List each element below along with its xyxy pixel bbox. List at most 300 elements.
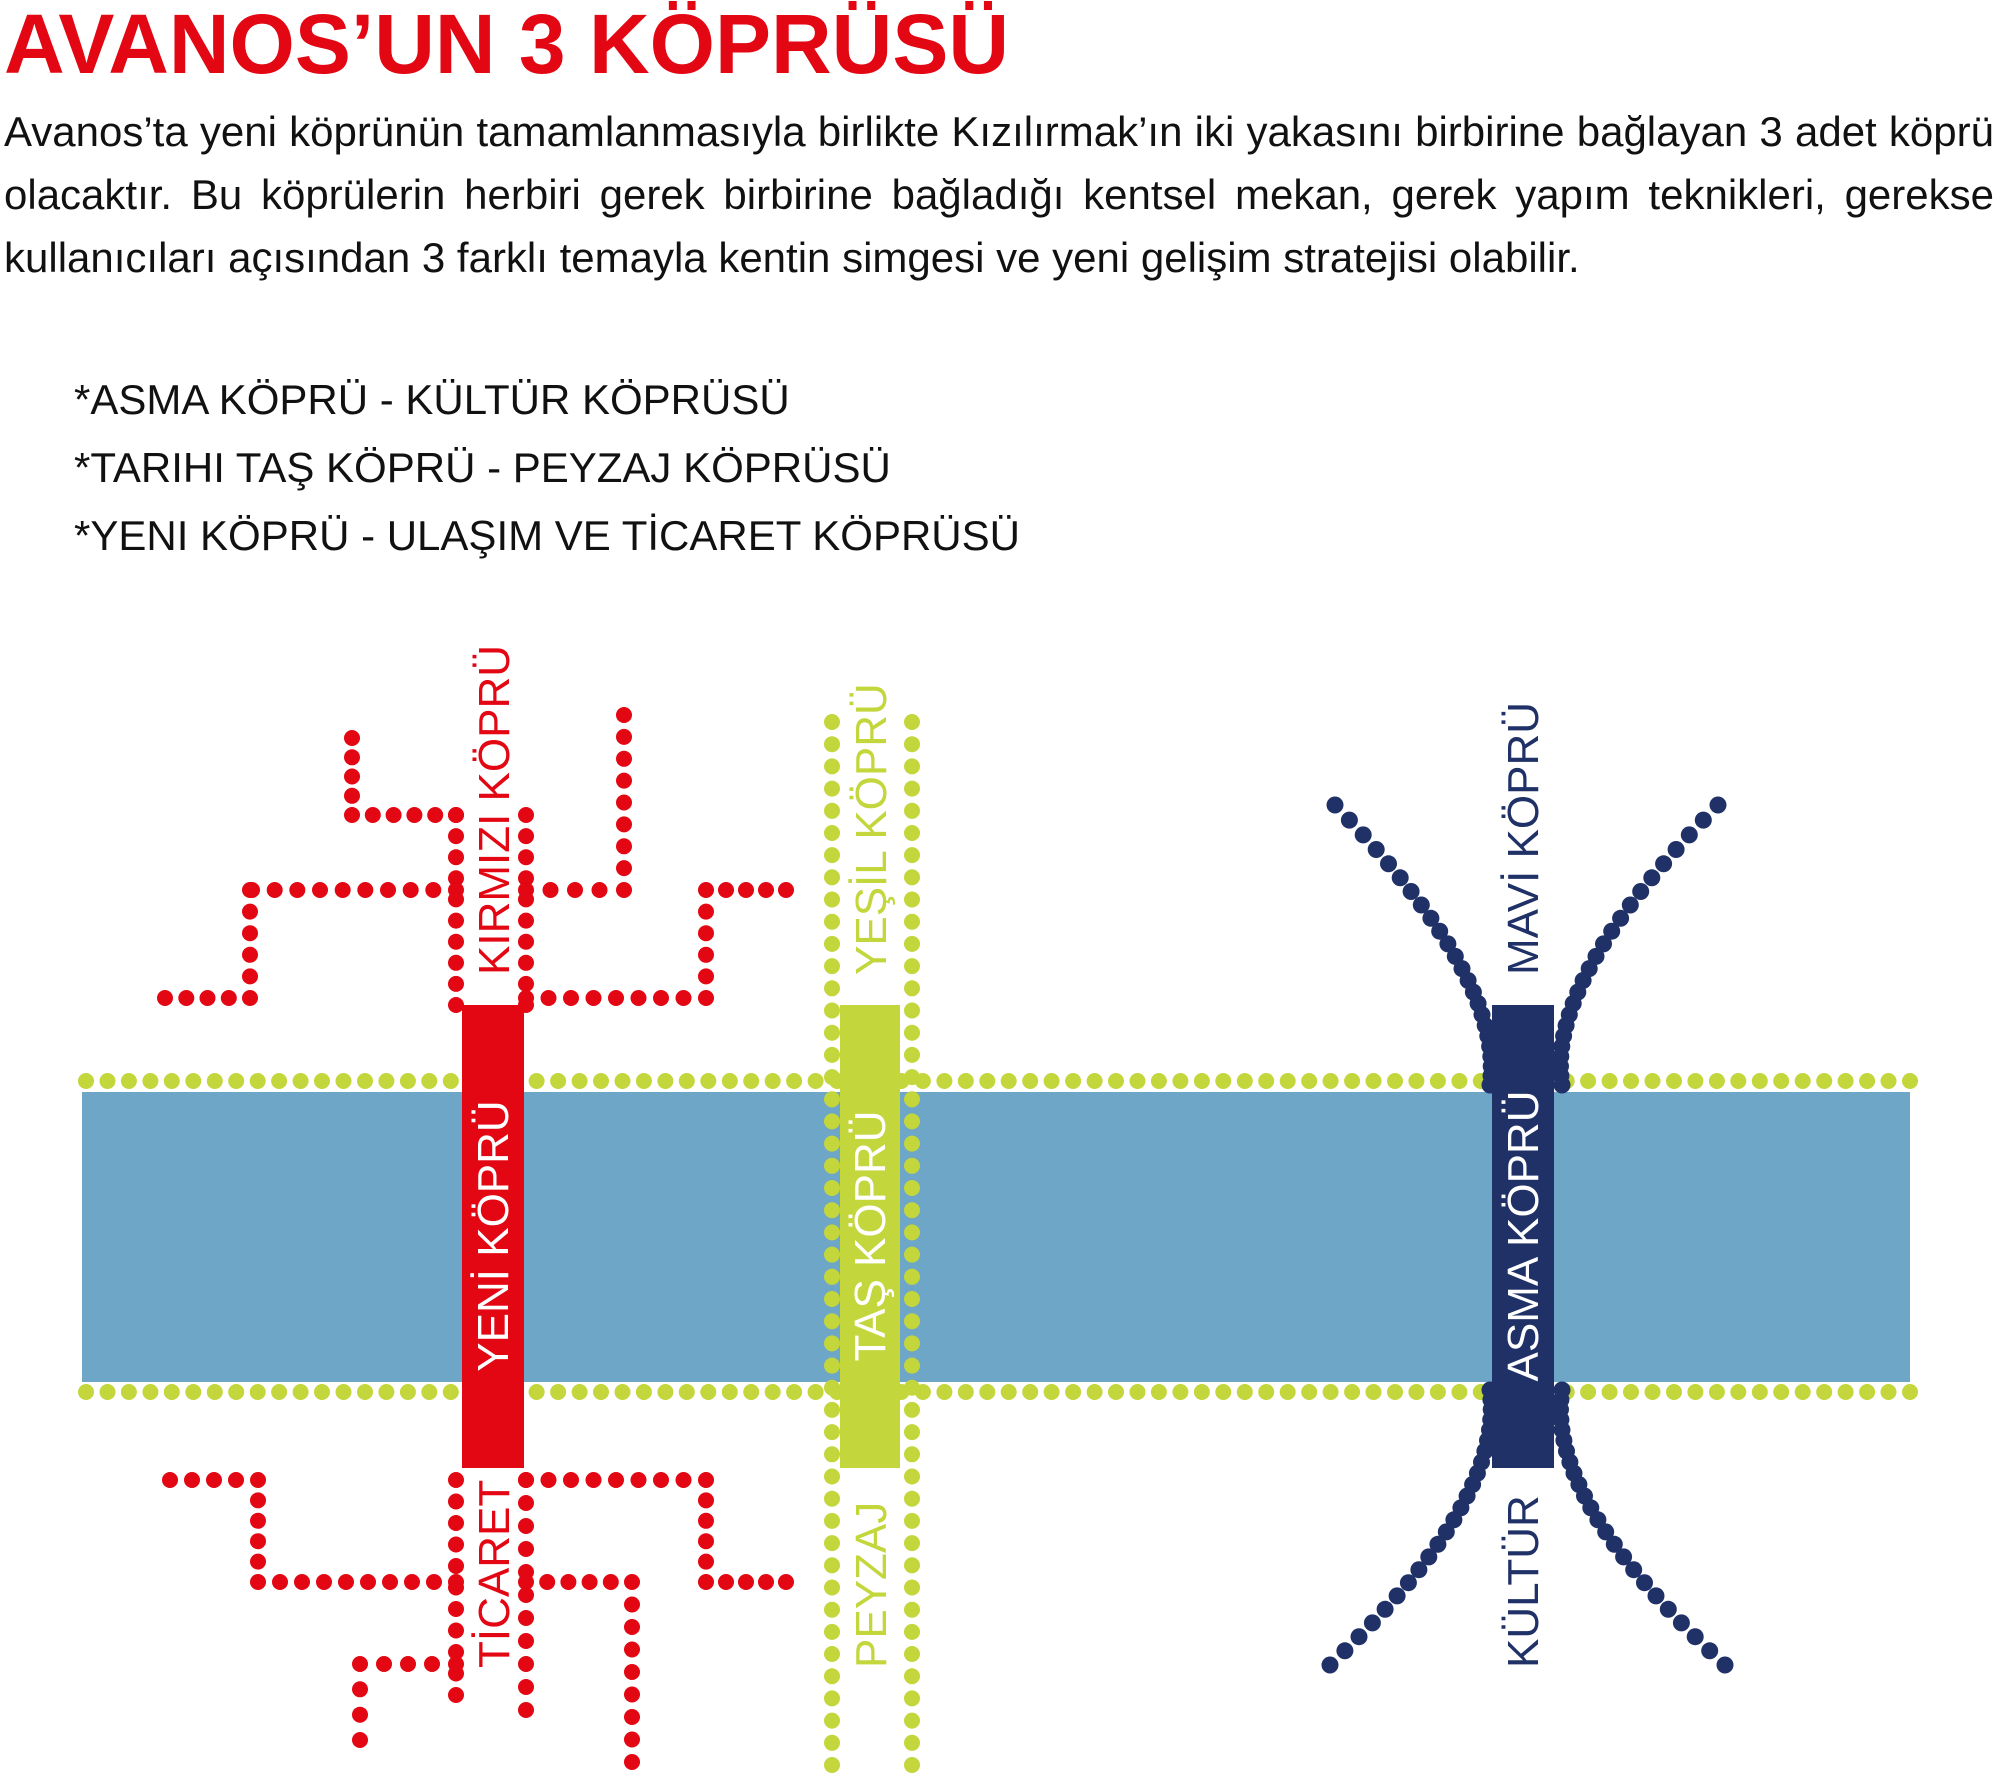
river-bank-dot — [1451, 1073, 1467, 1089]
river-bank-dot — [142, 1073, 158, 1089]
green-path-dot — [824, 1247, 840, 1263]
river-bank-dot — [1087, 1073, 1103, 1089]
green-path-dot — [824, 803, 840, 819]
blue-cable-dot — [1701, 1642, 1718, 1659]
red-path-dot — [448, 1687, 464, 1703]
river-bank-dot — [228, 1384, 244, 1400]
blue-cable-dot — [1554, 1077, 1571, 1094]
river-bank-dot — [1816, 1384, 1832, 1400]
green-path-dot — [904, 1113, 920, 1129]
green-path-dot — [824, 869, 840, 885]
river-bank-dot — [958, 1384, 974, 1400]
river-bank-dot — [121, 1384, 137, 1400]
red-path-dot — [344, 788, 360, 804]
river-bank-dot — [1795, 1073, 1811, 1089]
green-path-dot — [904, 1069, 920, 1085]
river-bank-dot — [185, 1384, 201, 1400]
green-path-dot — [904, 1180, 920, 1196]
blue-cable-dot — [1380, 855, 1397, 872]
red-path-dot — [539, 1574, 555, 1590]
red-path-dot — [698, 1472, 714, 1488]
river-bank-dot — [1752, 1384, 1768, 1400]
river-bank-dot — [1881, 1384, 1897, 1400]
green-path-dot — [904, 1091, 920, 1107]
blue-cable-dot — [1403, 883, 1420, 900]
blue-cable-dot — [1687, 1628, 1704, 1645]
green-path-dot — [824, 1535, 840, 1551]
river-bank-dot — [1087, 1384, 1103, 1400]
yeni-kopru-label: YENİ KÖPRÜ — [469, 1100, 518, 1372]
red-path-dot — [242, 947, 258, 963]
blue-cable-dot — [1625, 1561, 1642, 1578]
green-path-dot — [904, 825, 920, 841]
red-path-dot — [518, 976, 534, 992]
river-bank-dot — [1215, 1073, 1231, 1089]
red-path-dot — [242, 904, 258, 920]
intro-paragraph: Avanos’ta yeni köprünün tamamlanmasıyla birlikte Kızılırmak’ın iki yakasını birbirine bağlayan 3 adet köprü olacaktır. Bu köprülerin herbiri gerek birbirine bağladığı kentsel mekan, gerek yapım teknikleri, gerekse kullanıcıları açısından 3 farklı temayla kentin simgesi ve yeni gelişim stratejisi olabilir. — [4, 108, 1994, 281]
blue-cable-dot — [1336, 1642, 1353, 1659]
red-path-dot — [250, 1533, 266, 1549]
river-bank-dot — [1151, 1384, 1167, 1400]
red-path-dot — [608, 1472, 624, 1488]
red-path-dot — [698, 1574, 714, 1590]
river-bank-dot — [1001, 1384, 1017, 1400]
red-path-dot — [518, 807, 534, 823]
blue-cable-dot — [1655, 855, 1672, 872]
red-path-dot — [344, 730, 360, 746]
green-path-dot — [904, 1580, 920, 1596]
river-bank-dot — [679, 1384, 695, 1400]
river-bank-dot — [1795, 1384, 1811, 1400]
red-path-dot — [518, 1633, 534, 1649]
green-path-dot — [904, 980, 920, 996]
red-path-dot — [448, 1558, 464, 1574]
green-path-dot — [904, 1690, 920, 1706]
river-bank-dot — [1602, 1073, 1618, 1089]
green-path-dot — [824, 1624, 840, 1640]
river — [82, 1092, 1910, 1382]
river-bank-dot — [357, 1384, 373, 1400]
red-path-dot — [382, 1574, 398, 1590]
river-bank-dot — [1172, 1073, 1188, 1089]
green-path-dot — [904, 736, 920, 752]
red-path-dot — [778, 882, 794, 898]
river-bank-dot — [271, 1384, 287, 1400]
green-path-dot — [904, 1713, 920, 1729]
river-bank-dot — [1838, 1073, 1854, 1089]
red-path-dot — [586, 990, 602, 1006]
green-path-dot — [904, 1380, 920, 1396]
green-path-dot — [904, 958, 920, 974]
red-path-dot — [624, 1642, 640, 1658]
river-bank-dot — [1044, 1384, 1060, 1400]
kirmizi-kopru-label: KIRMIZI KÖPRÜ — [470, 644, 519, 975]
red-path-dot — [616, 838, 632, 854]
green-path-dot — [904, 1158, 920, 1174]
green-path-dot — [824, 1690, 840, 1706]
red-path-dot — [586, 1472, 602, 1488]
river-bank-dot — [1151, 1073, 1167, 1089]
green-path-dot — [824, 736, 840, 752]
green-path-dot — [824, 1446, 840, 1462]
blue-cable-dot — [1364, 1614, 1381, 1631]
red-path-dot — [448, 1623, 464, 1639]
green-path-dot — [904, 1136, 920, 1152]
red-path-dot — [698, 947, 714, 963]
river-bank-dot — [1194, 1384, 1210, 1400]
river-bank-dot — [121, 1073, 137, 1089]
red-path-dot — [272, 1574, 288, 1590]
river-bank-dot — [1366, 1384, 1382, 1400]
river-bank-dot — [743, 1384, 759, 1400]
blue-cable-dot — [1710, 797, 1727, 814]
red-path-dot — [698, 968, 714, 984]
blue-cable-dot — [1717, 1657, 1734, 1674]
river-bank-dot — [314, 1073, 330, 1089]
river-bank-dot — [250, 1073, 266, 1089]
river-bank-dot — [1215, 1384, 1231, 1400]
blue-cable-dot — [1695, 812, 1712, 829]
river-bank-dot — [207, 1073, 223, 1089]
asma-kopru-label: ASMA KÖPRÜ — [1499, 1090, 1548, 1382]
river-bank-dot — [1838, 1384, 1854, 1400]
red-path-dot — [676, 1472, 692, 1488]
red-path-dot — [718, 1574, 734, 1590]
red-path-dot — [560, 1574, 576, 1590]
red-path-dot — [250, 1574, 266, 1590]
green-path-dot — [904, 1668, 920, 1684]
green-path-dot — [824, 1469, 840, 1485]
blue-cable-dot — [1355, 826, 1372, 843]
river-bank-dot — [1902, 1384, 1918, 1400]
red-path-dot — [242, 925, 258, 941]
river-bank-dot — [636, 1384, 652, 1400]
red-path-dot — [616, 816, 632, 832]
river-bank-dot — [743, 1073, 759, 1089]
river-bank-dot — [1859, 1384, 1875, 1400]
red-path-dot — [698, 1533, 714, 1549]
green-path-dot — [824, 1091, 840, 1107]
red-path-dot — [386, 807, 402, 823]
red-path-dot — [518, 955, 534, 971]
green-path-dot — [824, 1136, 840, 1152]
green-path-dot — [904, 1202, 920, 1218]
river-bank-dot — [1580, 1073, 1596, 1089]
green-path-dot — [904, 1047, 920, 1063]
river-bank-dot — [1387, 1073, 1403, 1089]
green-path-dot — [904, 1757, 920, 1773]
river-bank-dot — [164, 1073, 180, 1089]
river-bank-dot — [185, 1073, 201, 1089]
river-bank-dot — [1258, 1384, 1274, 1400]
red-path-dot — [360, 1574, 376, 1590]
red-path-dot — [178, 990, 194, 1006]
river-bank-dot — [293, 1384, 309, 1400]
red-path-dot — [448, 913, 464, 929]
yesil-kopru-label: YEŞİL KÖPRÜ — [847, 683, 896, 975]
red-path-dot — [718, 882, 734, 898]
list-item-tas: *TARIHI TAŞ KÖPRÜ - PEYZAJ KÖPRÜSÜ — [74, 444, 891, 491]
red-path-dot — [357, 882, 373, 898]
river-bank-dot — [1730, 1384, 1746, 1400]
red-path-dot — [616, 729, 632, 745]
green-path-dot — [824, 825, 840, 841]
red-path-dot — [698, 925, 714, 941]
red-path-dot — [758, 882, 774, 898]
green-path-dot — [904, 936, 920, 952]
river-bank-dot — [1387, 1384, 1403, 1400]
red-path-dot — [403, 882, 419, 898]
red-path-dot — [289, 882, 305, 898]
red-path-dot — [653, 990, 669, 1006]
green-path-dot — [904, 1224, 920, 1240]
red-path-dot — [228, 1472, 244, 1488]
mavi-kopru-label: MAVİ KÖPRÜ — [1499, 701, 1548, 975]
red-path-dot — [758, 1574, 774, 1590]
red-path-dot — [352, 1732, 368, 1748]
river-bank-dot — [1408, 1073, 1424, 1089]
river-bank-dot — [936, 1073, 952, 1089]
river-bank-dot — [1430, 1384, 1446, 1400]
river-bank-dot — [400, 1073, 416, 1089]
red-path-dot — [312, 882, 328, 898]
river-bank-dot — [1194, 1073, 1210, 1089]
river-bank-dot — [1001, 1073, 1017, 1089]
river-bank-dot — [1108, 1073, 1124, 1089]
blue-cable-dot — [1377, 1601, 1394, 1618]
red-path-dot — [738, 1574, 754, 1590]
green-path-dot — [824, 1269, 840, 1285]
red-path-dot — [352, 1681, 368, 1697]
river-bank-dot — [572, 1384, 588, 1400]
green-path-dot — [824, 1113, 840, 1129]
red-path-dot — [448, 1601, 464, 1617]
green-path-dot — [824, 1513, 840, 1529]
river-bank-dot — [1044, 1073, 1060, 1089]
river-bank-dot — [722, 1073, 738, 1089]
green-path-dot — [904, 1247, 920, 1263]
red-path-dot — [518, 1495, 534, 1511]
green-path-dot — [824, 1003, 840, 1019]
river-bank-dot — [1687, 1384, 1703, 1400]
green-path-dot — [824, 1358, 840, 1374]
river-bank-dot — [615, 1384, 631, 1400]
green-path-dot — [904, 1269, 920, 1285]
river-bank-dot — [593, 1384, 609, 1400]
red-path-dot — [541, 990, 557, 1006]
green-path-dot — [904, 847, 920, 863]
river-bank-dot — [572, 1073, 588, 1089]
red-path-dot — [448, 1494, 464, 1510]
river-bank-dot — [1065, 1073, 1081, 1089]
red-path-dot — [448, 997, 464, 1013]
red-path-dot — [698, 990, 714, 1006]
red-path-dot — [380, 882, 396, 898]
red-path-dot — [624, 1754, 640, 1770]
green-path-dot — [824, 1291, 840, 1307]
red-path-dot — [242, 990, 258, 1006]
green-path-dot — [824, 1202, 840, 1218]
green-path-dot — [824, 914, 840, 930]
blue-cable-dot — [1389, 1587, 1406, 1604]
green-path-dot — [824, 1025, 840, 1041]
red-path-dot — [448, 828, 464, 844]
river-bank-dot — [1752, 1073, 1768, 1089]
red-path-dot — [592, 882, 608, 898]
red-path-dot — [563, 1472, 579, 1488]
river-bank-dot — [808, 1384, 824, 1400]
red-path-dot — [162, 1472, 178, 1488]
river-bank-dot — [765, 1073, 781, 1089]
red-path-dot — [778, 1574, 794, 1590]
river-bank-dot — [443, 1073, 459, 1089]
red-path-dot — [250, 1513, 266, 1529]
green-path-dot — [824, 1580, 840, 1596]
river-bank-dot — [314, 1384, 330, 1400]
green-path-dot — [904, 758, 920, 774]
river-bank-dot — [207, 1384, 223, 1400]
red-path-dot — [698, 1492, 714, 1508]
green-path-dot — [904, 1291, 920, 1307]
red-path-dot — [335, 882, 351, 898]
green-path-dot — [904, 1424, 920, 1440]
green-path-dot — [904, 1003, 920, 1019]
river-bank-dot — [357, 1073, 373, 1089]
red-path-dot — [541, 1472, 557, 1488]
green-path-dot — [904, 1735, 920, 1751]
red-path-dot — [518, 990, 534, 1006]
red-path-dot — [518, 1541, 534, 1557]
blue-cable-dot — [1327, 797, 1344, 814]
river-bank-dot — [1816, 1073, 1832, 1089]
red-path-dot — [344, 807, 360, 823]
red-path-dot — [267, 882, 283, 898]
river-bank-dot — [657, 1384, 673, 1400]
blue-cable-dot — [1400, 1574, 1417, 1591]
red-path-dot — [518, 882, 534, 898]
river-bank-dot — [1408, 1384, 1424, 1400]
river-bank-dot — [1130, 1073, 1146, 1089]
red-path-dot — [400, 1656, 416, 1672]
red-path-dot — [200, 990, 216, 1006]
red-path-dot — [242, 968, 258, 984]
red-path-dot — [543, 882, 559, 898]
river-bank-dot — [1344, 1384, 1360, 1400]
red-path-dot — [448, 1515, 464, 1531]
red-path-dot — [624, 1574, 640, 1590]
red-path-dot — [518, 1656, 534, 1672]
river-bank-dot — [1430, 1073, 1446, 1089]
green-path-dot — [904, 1469, 920, 1485]
river-bank-dot — [1344, 1073, 1360, 1089]
red-path-dot — [624, 1664, 640, 1680]
red-path-dot — [603, 1574, 619, 1590]
river-bank-dot — [808, 1073, 824, 1089]
green-path-dot — [904, 1491, 920, 1507]
green-path-dot — [824, 1557, 840, 1573]
green-path-dot — [824, 1735, 840, 1751]
river-bank-dot — [529, 1073, 545, 1089]
red-path-dot — [624, 1732, 640, 1748]
green-path-dot — [824, 1424, 840, 1440]
green-path-dot — [904, 1446, 920, 1462]
blue-cable-dot — [1322, 1657, 1339, 1674]
red-path-dot — [448, 955, 464, 971]
river-bank-dot — [164, 1384, 180, 1400]
green-path-dot — [904, 914, 920, 930]
page-title: AVANOS’UN 3 KÖPRÜSÜ — [4, 0, 1010, 91]
river-bank-dot — [1709, 1384, 1725, 1400]
green-path-dot — [824, 1668, 840, 1684]
red-path-dot — [344, 749, 360, 765]
red-path-dot — [631, 1472, 647, 1488]
blue-cable-dot — [1341, 812, 1358, 829]
red-path-dot — [184, 1472, 200, 1488]
river-bank-dot — [700, 1073, 716, 1089]
green-path-dot — [824, 1602, 840, 1618]
red-path-dot — [250, 1472, 266, 1488]
green-path-dot — [824, 1069, 840, 1085]
green-path-dot — [824, 1180, 840, 1196]
river-bank-dot — [1859, 1073, 1875, 1089]
river-bank-dot — [293, 1073, 309, 1089]
river-bank-dot — [786, 1384, 802, 1400]
peyzaj-label: PEYZAJ — [847, 1501, 896, 1668]
tas-kopru-label: TAŞ KÖPRÜ — [846, 1110, 895, 1362]
red-path-dot — [698, 1513, 714, 1529]
red-path-dot — [406, 807, 422, 823]
green-path-dot — [824, 1313, 840, 1329]
river-bank-dot — [1623, 1384, 1639, 1400]
river-bank-dot — [1709, 1073, 1725, 1089]
river-bank-dot — [421, 1384, 437, 1400]
river-bank-dot — [615, 1073, 631, 1089]
river-bank-dot — [1301, 1384, 1317, 1400]
green-path-dot — [824, 936, 840, 952]
river-bank-dot — [100, 1384, 116, 1400]
ticaret-label: TİCARET — [470, 1479, 519, 1668]
river-bank-dot — [786, 1073, 802, 1089]
blue-cable-dot — [1681, 826, 1698, 843]
red-path-dot — [608, 990, 624, 1006]
red-path-dot — [206, 1472, 222, 1488]
river-bank-dot — [1623, 1073, 1639, 1089]
red-path-dot — [518, 934, 534, 950]
green-path-dot — [824, 714, 840, 730]
green-path-dot — [824, 1757, 840, 1773]
red-path-dot — [616, 707, 632, 723]
river-bank-dot — [1323, 1384, 1339, 1400]
river-bank-dot — [271, 1073, 287, 1089]
river-bank-dot — [936, 1384, 952, 1400]
red-path-dot — [242, 882, 258, 898]
green-path-dot — [824, 1713, 840, 1729]
river-bank-dot — [100, 1073, 116, 1089]
green-path-dot — [824, 958, 840, 974]
red-path-dot — [448, 1472, 464, 1488]
river-bank-dot — [1301, 1073, 1317, 1089]
red-path-dot — [404, 1574, 420, 1590]
green-path-dot — [824, 1402, 840, 1418]
river-bank-dot — [421, 1073, 437, 1089]
river-bank-dot — [1172, 1384, 1188, 1400]
red-path-dot — [316, 1574, 332, 1590]
green-path-dot — [904, 1313, 920, 1329]
river-bank-dot — [1366, 1073, 1382, 1089]
red-path-dot — [518, 849, 534, 865]
river-bank-dot — [336, 1384, 352, 1400]
red-path-dot — [427, 807, 443, 823]
